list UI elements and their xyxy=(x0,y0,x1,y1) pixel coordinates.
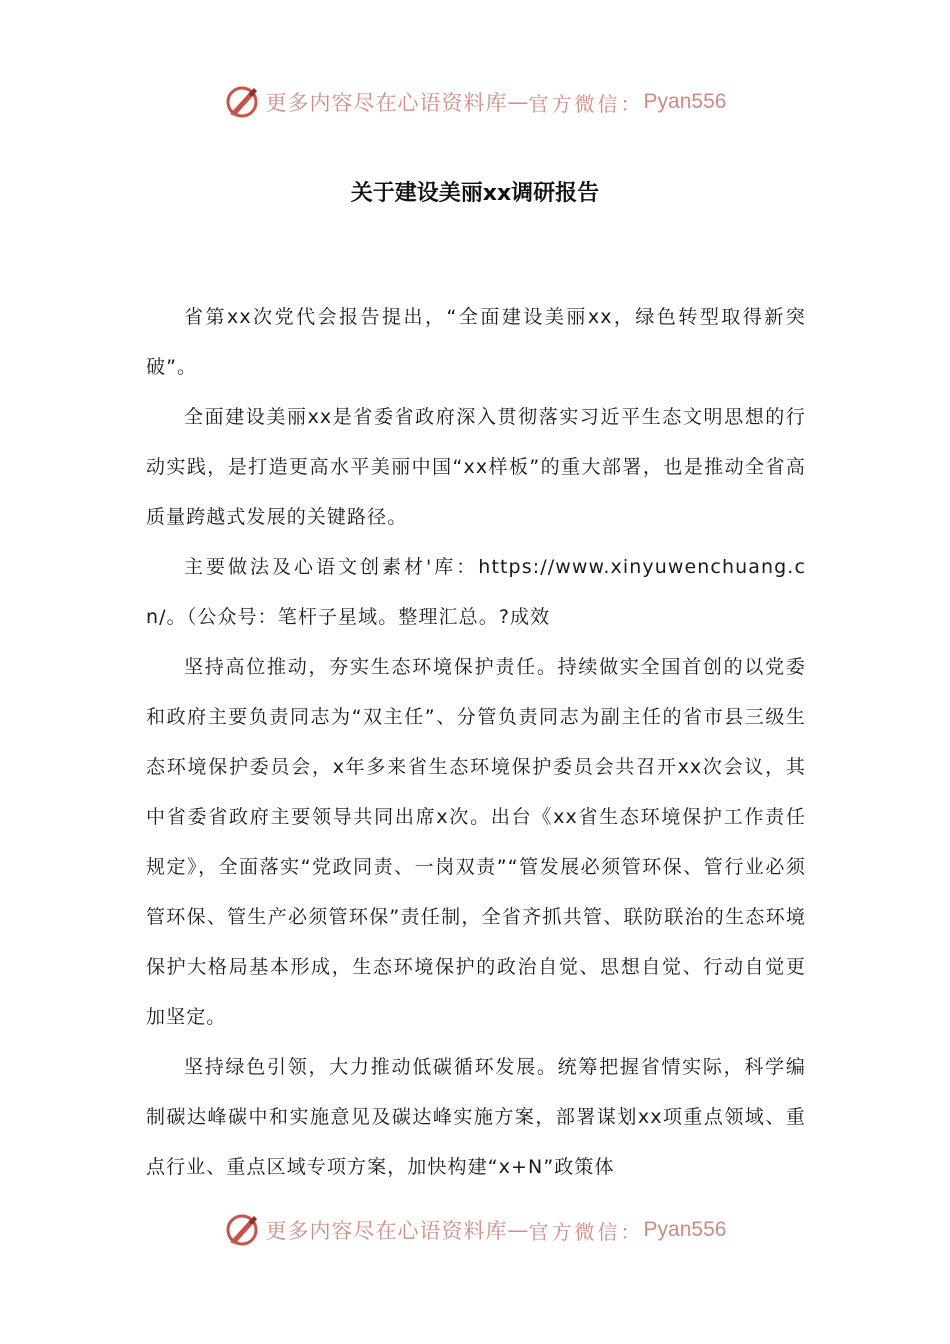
banner-separator: — xyxy=(507,1218,529,1242)
paragraph: 全面建设美丽xx是省委省政府深入贯彻落实习近平生态文明思想的行动实践，是打造更高水平美丽中国“xx样板”的重大部署，也是推动全省高质量跨越式发展的关键路径。 xyxy=(146,406,806,528)
banner-suffix: 官方微信： xyxy=(528,1219,644,1244)
banner-wechat-id: Pyan556 xyxy=(643,90,727,113)
document-body xyxy=(146,292,806,1192)
paragraph: 主要做法及心语文创素材'库：https://www.xinyuwenchuang.cn/。（公众号：笔杆子星域。整理汇总。?成效 xyxy=(146,556,806,628)
banner-wechat-id: Pyan556 xyxy=(643,1218,727,1241)
banner-text: 更多内容尽在心语资料库 xyxy=(265,1219,508,1243)
paragraph: 省第xx次党代会报告提出，“全面建设美丽xx，绿色转型取得新突破”。 xyxy=(146,306,806,378)
footer-watermark-banner xyxy=(0,1210,950,1250)
banner-suffix: 官方微信： xyxy=(528,91,644,116)
paragraph: 坚持绿色引领，大力推动低碳循环发展。统筹把握省情实际，科学编制碳达峰碳中和实施意见及碳达峰实施方案，部署谋划xx项重点领域、重点行业、重点区域专项方案，加快构建“x+N”政策体 xyxy=(146,1056,806,1178)
document-title: 关于建设美丽xx调研报告 xyxy=(350,181,600,206)
paragraph: 坚持高位推动，夯实生态环境保护责任。持续做实全国首创的以党委和政府主要负责同志为“双主任”、分管负责同志为副主任的省市县三级生态环境保护委员会，x年多来省生态环境保护委员会共召开xx次会议，其中省委省政府主要领导共同出席x次。出台《xx省生态环境保护工作责任规定》，全面落实“党政同责、一岗双责”“管发展必须管环保、管行业必须管环保、管生产必须管环保”责任制，全省齐抓共管、联防联治的生态环境保护大格局基本形成，生态环境保护的政治自觉、思想自觉、行动自觉更加坚定。 xyxy=(146,656,806,1028)
pen-logo-icon xyxy=(224,1212,260,1248)
header-watermark-banner xyxy=(0,82,950,122)
banner-separator: — xyxy=(507,90,529,114)
pen-logo-icon xyxy=(224,84,260,120)
banner-text: 更多内容尽在心语资料库 xyxy=(265,91,508,115)
